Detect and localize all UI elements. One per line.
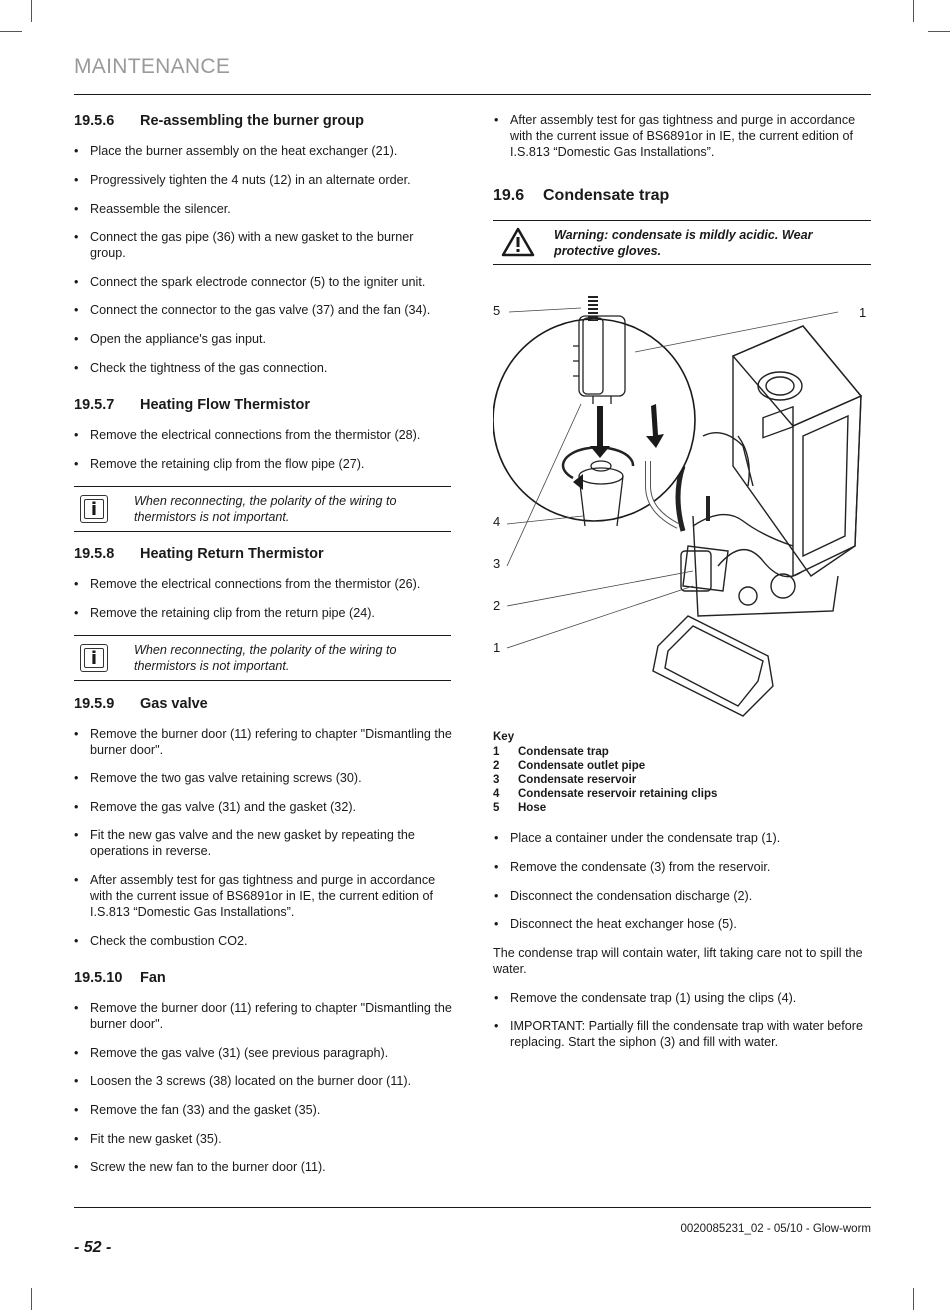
callout-label: 1 — [493, 640, 501, 655]
footer-rule — [74, 1207, 871, 1208]
crop-mark — [928, 31, 950, 32]
page-number: - 52 - — [74, 1239, 112, 1256]
list-item: • Remove the electrical connections from the thermistor (28). — [74, 427, 460, 443]
info-icon: i — [80, 644, 108, 672]
note-text: When reconnecting, the polarity of the wiring to thermistors is not important. — [134, 494, 397, 524]
list-item: • Connect the spark electrode connector (5) to the igniter unit. — [74, 274, 460, 290]
list-item: • Remove the burner door (11) refering to chapter "Dismantling the burner door". — [74, 1000, 466, 1032]
crop-mark — [913, 1288, 914, 1310]
list-item: • Screw the new fan to the burner door (11). — [74, 1159, 466, 1175]
crop-mark — [31, 1288, 32, 1310]
info-icon: i — [80, 495, 108, 523]
list-item: • Remove the electrical connections from the thermistor (26). — [74, 576, 460, 592]
key-item: 3 Condensate reservoir — [493, 774, 637, 786]
callout-label: 5 — [493, 303, 501, 318]
section-heading-19-5-6: 19.5.6 Re-assembling the burner group — [74, 113, 364, 129]
key-item: 1 Condensate trap — [493, 746, 609, 758]
list-item: • After assembly test for gas tightness and purge in accordance with the current issue of BS6891or in IE, the current edition of I.S.813 “Domestic Gas Installations”. — [494, 112, 870, 160]
list-item: • Connect the gas pipe (36) with a new gasket to the burner group. — [74, 229, 450, 261]
list-item: • Fit the new gasket (35). — [74, 1131, 466, 1147]
info-note — [74, 635, 451, 681]
list-item: • Reassemble the silencer. — [74, 201, 460, 217]
header-rule — [74, 94, 871, 95]
list-item: • After assembly test for gas tightness and purge in accordance with the current issue of BS6891or in IE, the current edition of I.S.813 “Domestic Gas Installations”. — [74, 872, 450, 920]
section-heading-19-6: 19.6 Condensate trap — [493, 187, 670, 204]
key-title: Key — [493, 731, 515, 743]
document-reference: 0020085231_02 - 05/10 - Glow-worm — [680, 1223, 871, 1235]
condensate-trap-illustration — [493, 286, 873, 726]
callout-label: 3 — [493, 556, 501, 571]
list-item: • Check the combustion CO2. — [74, 933, 466, 949]
list-item: • Remove the fan (33) and the gasket (35). — [74, 1102, 466, 1118]
crop-mark — [31, 0, 32, 22]
list-item: • Remove the two gas valve retaining screws (30). — [74, 770, 466, 786]
key-item: 5 Hose — [493, 802, 547, 814]
list-item: • Fit the new gas valve and the new gasket by repeating the operations in reverse. — [74, 827, 466, 859]
info-note — [74, 486, 451, 532]
list-item: • Remove the gas valve (31) and the gasket (32). — [74, 799, 466, 815]
list-item: • Remove the gas valve (31) (see previous paragraph). — [74, 1045, 466, 1061]
warning-note — [493, 220, 871, 265]
list-item: • Remove the burner door (11) refering to chapter "Dismantling the burner door". — [74, 726, 466, 758]
list-item: • Disconnect the condensation discharge (2). — [494, 888, 880, 904]
callout-label: 1 — [859, 305, 867, 320]
list-item: • Check the tightness of the gas connection. — [74, 360, 460, 376]
list-item: • Remove the retaining clip from the flow pipe (27). — [74, 456, 460, 472]
callout-label: 2 — [493, 598, 501, 613]
list-item: • Remove the condensate (3) from the reservoir. — [494, 859, 880, 875]
crop-mark — [0, 31, 22, 32]
section-heading-19-5-10: 19.5.10 Fan — [74, 970, 166, 986]
note-text: When reconnecting, the polarity of the wiring to thermistors is not important. — [134, 643, 397, 673]
list-item: • Place the burner assembly on the heat exchanger (21). — [74, 143, 460, 159]
section-heading-19-5-8: 19.5.8 Heating Return Thermistor — [74, 546, 324, 562]
list-item: • Disconnect the heat exchanger hose (5). — [494, 916, 880, 932]
list-item: • Connect the connector to the gas valve (37) and the fan (34). — [74, 302, 460, 318]
warning-icon — [501, 227, 535, 257]
list-item: • Loosen the 3 screws (38) located on the burner door (11). — [74, 1073, 466, 1089]
paragraph: The condense trap will contain water, lift taking care not to spill the water. — [493, 946, 863, 976]
list-item: • Open the appliance's gas input. — [74, 331, 460, 347]
list-item: • Remove the retaining clip from the return pipe (24). — [74, 605, 460, 621]
section-heading-19-5-9: 19.5.9 Gas valve — [74, 696, 208, 712]
list-item: • Place a container under the condensate trap (1). — [494, 830, 880, 846]
crop-mark — [913, 0, 914, 22]
section-heading-19-5-7: 19.5.7 Heating Flow Thermistor — [74, 397, 310, 413]
list-item: • Remove the condensate trap (1) using the clips (4). — [494, 990, 880, 1006]
warning-text: Warning: condensate is mildly acidic. Wear protective gloves. — [554, 228, 813, 258]
key-item: 2 Condensate outlet pipe — [493, 760, 646, 772]
list-item: • Progressively tighten the 4 nuts (12) in an alternate order. — [74, 172, 460, 188]
page-header-title: MAINTENANCE — [74, 55, 231, 78]
callout-label: 4 — [493, 514, 501, 529]
key-item: 4 Condensate reservoir retaining clips — [493, 788, 718, 800]
list-item: • IMPORTANT: Partially fill the condensate trap with water before replacing. Start the siphon (3) and fill with water. — [494, 1018, 875, 1050]
